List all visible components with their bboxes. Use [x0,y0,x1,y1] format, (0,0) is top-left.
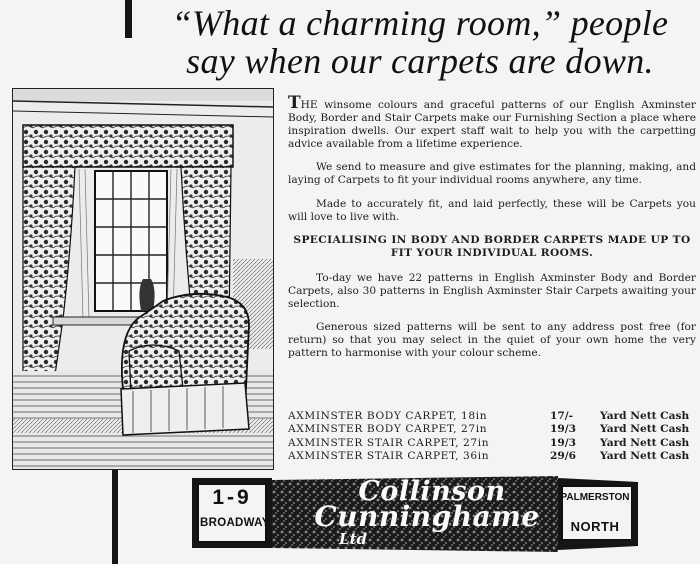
price-item: AXMINSTER BODY CARPET, 18in [288,410,488,422]
price-item: AXMINSTER BODY CARPET, 27in [288,423,488,436]
column-rule-top [125,0,132,38]
price-item: AXMINSTER STAIR CARPET, 36in [288,450,490,463]
price-value: 19/3 [550,436,576,449]
armchair-window-drawing [13,89,273,469]
headline-line-2: say when our carpets are down. [186,41,654,81]
store-town-line-2: NORTH [570,519,620,534]
headline [140,4,700,80]
price-unit: Yard Nett Cash [600,450,690,463]
price-row [288,450,698,463]
intro-text: HE winsome colours and graceful patterns of our English Axminster Body, Border and Stair Carpets make our Furnishing Section a place where inspiration dwells. Our expert staff wait to help you with the carpetting advice available from a lifetime experience. [288,99,696,151]
specialising-heading: SPECIALISING IN BODY AND BORDER CARPETS MADE UP TO FIT YOUR INDIVIDUAL ROOMS. [293,233,691,259]
store-address-number: 1-9 [212,486,252,509]
room-illustration [12,88,274,470]
price-row [288,437,698,450]
price-unit: Yard Nett Cash [600,410,690,422]
store-name-line-3: Ltd [339,530,367,548]
store-name-line-1: Collinson [358,476,506,507]
price-unit: Yard Nett Cash [600,436,690,449]
price-row [288,423,698,436]
advertisement-copy [288,93,696,371]
intro-paragraph [288,93,696,151]
drop-cap: T [288,93,301,113]
headline-line-1: “What a charming room,” people [171,3,669,43]
store-address-street: BROADWAY [200,517,270,529]
price-value: 29/6 [550,450,576,463]
store-name-line-2: Cunninghame [314,500,540,533]
column-rule-bottom [112,470,118,564]
fit-paragraph: Made to accurately fit, and laid perfectly, these will be Carpets you will love to live with. [288,197,696,223]
samples-paragraph: Generous sized patterns will be sent to any address post free (for return) so that you may select in the quiet of your own home the very pattern to harmonise with your colour scheme. [288,321,696,360]
price-list [288,410,698,464]
price-row [288,410,698,423]
store-town-line-1: PALMERSTON [560,492,630,503]
measure-paragraph: We send to measure and give estimates for the planning, making, and laying of Carpets to fit your individual rooms anywhere, any time. [288,161,696,187]
price-item: AXMINSTER STAIR CARPET, 27in [288,436,490,449]
price-value: 17/- [550,410,574,422]
price-unit: Yard Nett Cash [600,423,690,436]
price-value: 19/3 [550,423,576,436]
patterns-paragraph: To-day we have 22 patterns in English Axminster Body and Border Carpets, also 30 patterns in English Axminster Stair Carpets awaiting your selection. [288,271,696,311]
